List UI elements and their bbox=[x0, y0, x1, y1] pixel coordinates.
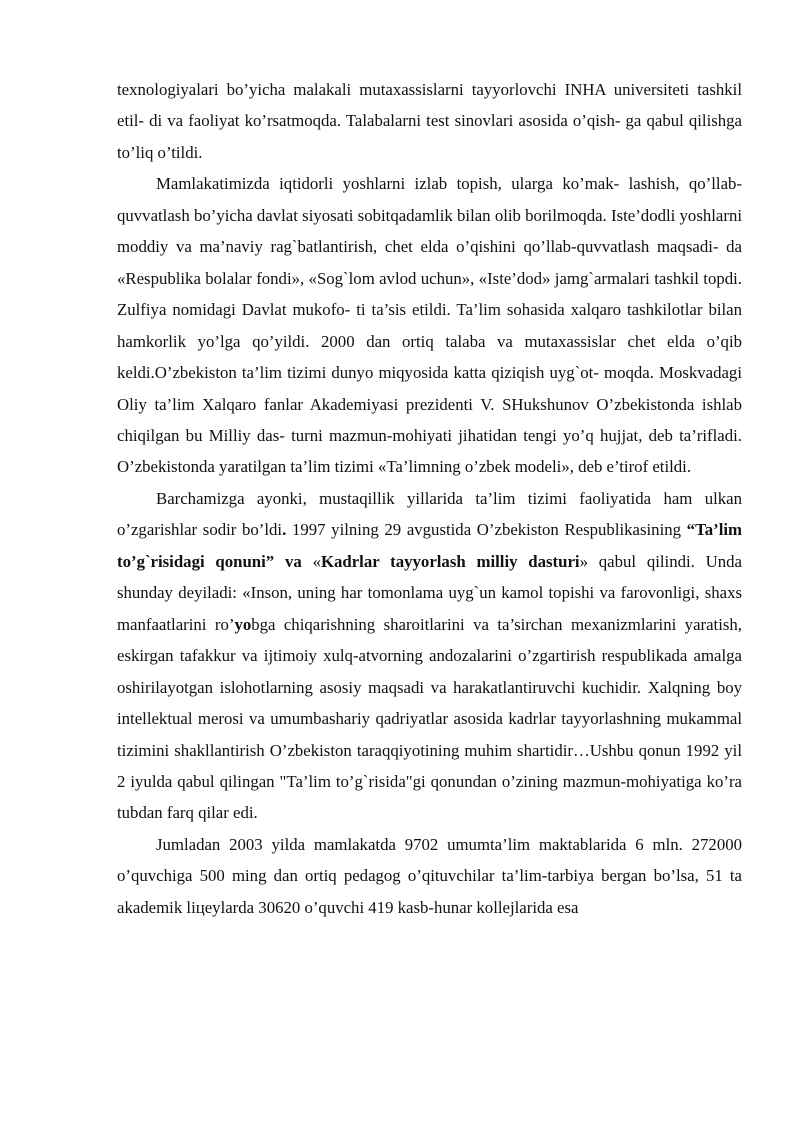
paragraph-text: « bbox=[312, 551, 321, 571]
paragraph-4 bbox=[117, 829, 742, 923]
paragraph-text: texnologiyalari bo’yicha malakali mutaxassislarni tayyorlovchi INHA universiteti tashkil etil- di va faoliyat ko’rsatmoqda. Talabalarni test sinovlari asosida o’qish- ga qabul qilishga to’liq o’tildi. bbox=[117, 80, 742, 162]
document-body bbox=[117, 74, 742, 923]
paragraph-3 bbox=[117, 483, 742, 829]
paragraph-text: » qabul qilindi. Unda shunday deyiladi: «Inson, uning har tomonlama uyg`un kamol topishi va farovonligi, shaxs manfaatlarini ro’ bbox=[117, 551, 742, 634]
bold-text: yo bbox=[234, 614, 252, 634]
program-title-bold: Kadrlar tayyorlash milliy dasturi bbox=[320, 551, 580, 571]
paragraph-text: Jumladan 2003 yilda mamlakatda 9702 umumta’lim maktablarida 6 mln. 272000 o’quvchiga 500 ming dan ortiq pedagog o’qituvchilar ta’lim-tarbiya bergan bo’lsa, 51 ta akademik liцeylarda 30620 o’quvchi 419 kasb-hunar kollejlarida esa bbox=[117, 834, 742, 917]
paragraph-text: 1997 yilning 29 avgustida O’zbekiston Respublikasining bbox=[286, 520, 687, 540]
paragraph-text: Mamlakatimizda iqtidorli yoshlarni izlab topish, ularga ko’mak- lashish, qo’llab-quvvatlash bo’yicha davlat siyosati sobitqadamlik bilan olib borilmoqda. Iste’dodli yoshlarni moddiy va ma’naviy rag`batlantirish, chet elda o’qishini qo’llab-quvvatlash maqsadi- da «Respublika bolalar fondi», «Sog`lom avlod uchun», «Iste’dod» jamg`armalari tashkil topdi. Zulfiya nomidagi Davlat mukofo- ti ta’sis etildi. Ta’lim sohasida xalqaro tashkilotlar bilan hamkorlik yo’lga qo’yildi. 2000 dan ortiq talaba va mutaxassislar chet elda o’qib keldi.O’zbekiston ta’lim tizimi dunyo miqyosida katta qiziqish uyg`ot- moqda. Moskvadagi Oliy ta’lim Xalqaro fanlar Akademiyasi prezidenti V. SHukshunov O’zbekistonda ishlab chiqilgan bu Milliy das- turni mazmun-mohiyati jihatidan tengi yo’q hujjat, deb ta’rifladi. O’zbekistonda yaratilgan ta’lim tizimi «Ta’limning o’zbek modeli», deb e’tirof etildi. bbox=[117, 174, 742, 477]
paragraph-text: Barchamizga ayonki, mustaqillik yillarida ta’lim tizimi faoliyatida ham ulkan o’zgarishlar sodir bo’ldi bbox=[117, 488, 742, 540]
paragraph-2 bbox=[117, 168, 742, 483]
paragraph-text: bga chiqarishning sharoitlarini va ta’sirchan mexanizmlarini yaratish, eskirgan tafakkur va ijtimoiy xulq-atvorning andozalarini o’zgartirish respublikada amalga oshirilayotgan islohotlarning asosiy maqsadi va harakatlantiruvchi kuchidir. Xalqning boy intellektual merosi va umumbashariy qadriyatlar asosida kadrlar tayyorlashning mukammal tizimini shakllantirish O’zbekiston taraqqiyotining muhim shartidir…Ushbu qonun 1992 yil 2 iyulda qabul qilingan "Ta’lim to’g`risida"gi qonundan o’zining mazmun-mohiyatiga ko’ra tubdan farq qilar edi. bbox=[117, 614, 742, 823]
paragraph-1 bbox=[117, 74, 742, 168]
law-title-bold: “Ta’lim to’g`risidagi qonuni” va bbox=[117, 520, 742, 571]
bold-text: . bbox=[282, 520, 287, 540]
